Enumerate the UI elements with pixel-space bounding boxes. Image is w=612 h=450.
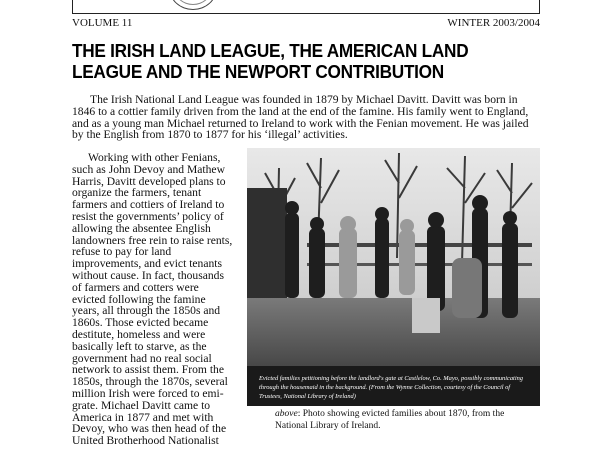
article-title: THE IRISH LAND LEAGUE, THE AMERICAN LAND LEAGUE AND THE NEWPORT CONTRIBUTION <box>72 40 469 82</box>
photo-embedded-caption: Evicted families petitioning before the landlord's gate at Castlelow, Co. Mayo, possibly communicating through the housemaid in the background. (From the Wynne Collection, courtesy of the Council of Trustees, National Library of Ireland) <box>259 375 523 400</box>
photo-caption-text: : Photo showing evicted families about 1870, from the National Library of Ireland. <box>275 409 505 431</box>
article-paragraph-2: Working with other Fenians, such as John Devoy and Mathew Harris, Davitt developed plans to organize the farmers, tenant farmers and cottiers of Ireland to resist the governments’ policy of allowing the absentee English landowners free rein to raise rents, refuse to pay for land improvements, and evict tenants without cause. In fact, thousands of farmers and cotters were evicted following the famine years, all through the 1850s and 1860s. Those evicted became destitute, homeless and were basically left to starve, as the government had no real social network to assist them. From the 1850s, through the 1870s, several million Irish were forced to emi-grate. Michael Davitt came to America in 1877 and met with Devoy, who was then head of the United Brotherhood Nationalist <box>72 151 233 448</box>
eviction-photo <box>247 148 540 406</box>
photo-caption-lead: above <box>275 409 298 419</box>
photo-caption <box>275 409 537 432</box>
society-seal-icon <box>169 0 217 10</box>
article-paragraph-1: The Irish National Land League was founded in 1879 by Michael Davitt. Davitt was born in 1846 to a cottier family driven from the land at the end of the famine. His family went to England, and as a young man Michael returned to Ireland to work with the Fenian movement. He was jailed by the English from 1870 to 1877 for his ‘illegal’ activities. <box>72 93 529 142</box>
eviction-photo-illustration <box>247 148 540 406</box>
masthead-frame <box>72 0 540 14</box>
volume-label: VOLUME 11 <box>72 17 133 29</box>
issue-date: WINTER 2003/2004 <box>447 17 540 29</box>
